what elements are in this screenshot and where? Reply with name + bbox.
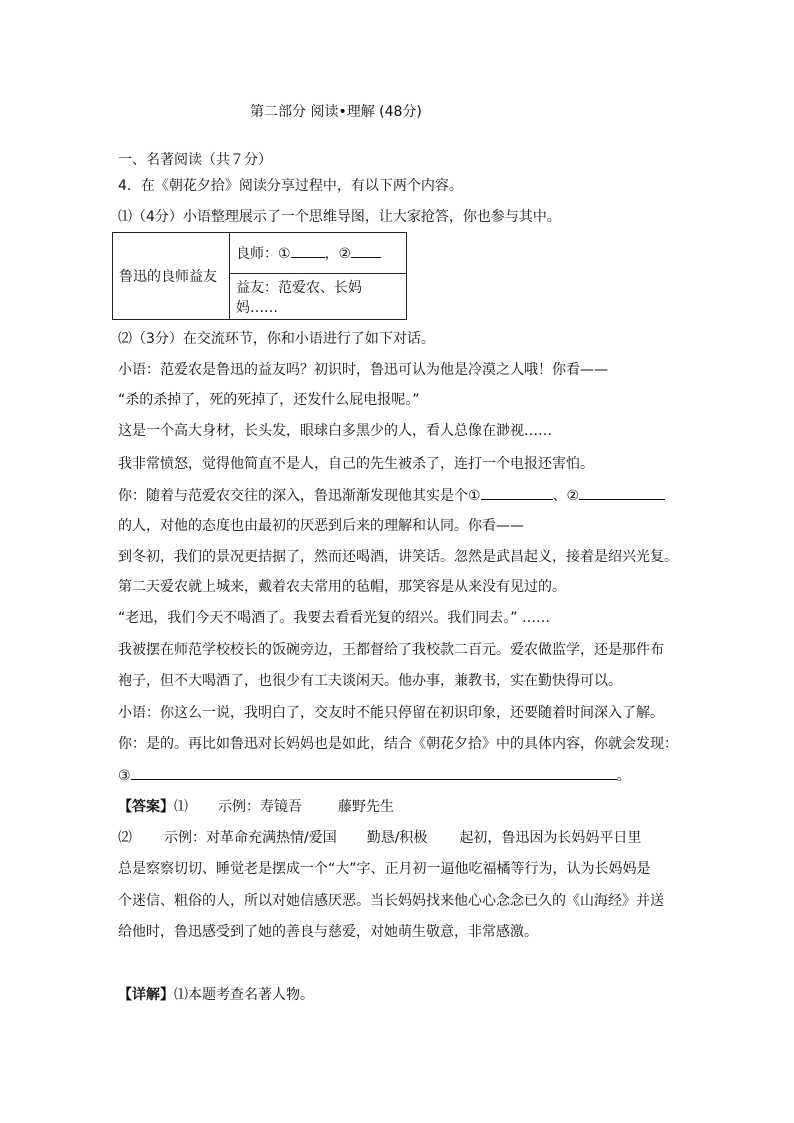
section-heading: 一、名著阅读（共７分） <box>118 152 272 168</box>
dialogue-text: 、② <box>552 488 580 504</box>
teacher-prefix: 良师：① <box>236 246 291 263</box>
answer-blank-1 <box>481 485 553 500</box>
mind-map-center: 鲁迅的良师益友 <box>113 233 230 320</box>
answer-text: 示例：寿镜吾 <box>218 799 302 815</box>
detail-line <box>118 985 314 1005</box>
teacher-blank-1 <box>291 243 325 258</box>
dialogue-line: 这是一个高大身材，长头发，眼球白多黑少的人，看人总像在渺视…… <box>118 423 552 439</box>
answer-text: 藤野先生 <box>338 799 394 815</box>
answer-blank-2 <box>579 485 665 500</box>
dialogue-line: 我非常愤怒，觉得他简直不是人，自己的先生被杀了，连打一个电报还害怕。 <box>118 456 594 472</box>
detail-text: ⑴本题考查名著人物。 <box>174 987 314 1003</box>
dialogue-line: 你：是的。再比如鲁迅对长妈妈也是如此，结合《朝花夕拾》中的具体内容，你就会发现： <box>118 736 678 752</box>
dialogue-line: 到冬初，我们的景况更拮据了，然而还喝酒，讲笑话。忽然是武昌起义，接着是绍兴光复。 <box>118 549 678 565</box>
dialogue-line: 袍子，但不大喝酒了，也很少有工夫谈闲天。他办事，兼教书，实在勤快得可以。 <box>118 673 622 689</box>
dialogue-text: 你：随着与范爱农交往的深入，鲁迅渐渐发现他其实是个① <box>118 488 481 504</box>
answer-line: 个迷信、粗俗的人，所以对她信感厌恶。当长妈妈找来他心心念念已久的《山海经》并送 <box>118 893 664 909</box>
answer-blank-3 <box>131 765 617 780</box>
detail-label: 【详解】 <box>118 987 174 1003</box>
teacher-blank-2 <box>351 243 381 258</box>
subquestion-2: ⑵（3分）在交流环节，你和小语进行了如下对话。 <box>118 331 435 347</box>
answer-label: 【答案】 <box>118 799 174 815</box>
answer-line: 总是察察切切、睡觉老是摆成一个“大”字、正月初一逼他吃福橘等行为，认为长妈妈是 <box>118 861 651 877</box>
dialogue-line: “杀的杀掉了，死的死掉了，还发什么屁电报呢。” <box>118 392 420 408</box>
answer-line: 给他时，鲁迅感受到了她的善良与慈爱，对她萌生敬意，非常感激。 <box>118 924 538 940</box>
dialogue-line: 第二天爱农就上城来，戴着农夫常用的毡帽，那笑容是从来没有见过的。 <box>118 579 566 595</box>
answer-num: ⑵ <box>118 830 132 846</box>
dialogue-text: ③ <box>118 768 131 784</box>
dialogue-line: 我被摆在师范学校校长的饭碗旁边，王都督给了我校款二百元。爱农做监学，还是那件布 <box>118 642 664 658</box>
answer-text: 起初，鲁迅因为长妈妈平日里 <box>459 830 642 846</box>
page-title: 第二部分 阅读•理解 (48分) <box>250 104 422 120</box>
teacher-sep: ，② <box>324 246 352 263</box>
dialogue-text: 。 <box>616 768 631 784</box>
dialogue-line: 的人，对他的态度也由最初的厌恶到后来的理解和认同。你看—— <box>118 518 524 534</box>
mind-map-table <box>112 232 407 320</box>
dialogue-line <box>118 765 631 786</box>
mind-map-friend: 益友：范爱农、长妈妈…… <box>230 274 407 320</box>
dialogue-line <box>118 485 665 506</box>
answer-text: 勤恳/积极 <box>366 830 428 846</box>
mind-map-teacher <box>230 233 407 274</box>
question-4-stem: 4．在《朝花夕拾》阅读分享过程中，有以下两个内容。 <box>118 178 463 194</box>
dialogue-line: 小语：范爱农是鲁迅的益友吗？初识时，鲁迅可认为他是冷漠之人哦！你看—— <box>118 362 608 378</box>
dialogue-line: 小语：你这么一说，我明白了，交友时不能只停留在初识印象，还要随着时间深入了解。 <box>118 705 664 721</box>
subquestion-1: ⑴（4分）小语整理展示了一个思维导图，让大家抢答，你也参与其中。 <box>118 209 561 225</box>
answer-line <box>118 797 394 817</box>
answer-text: 示例：对革命充满热情/爱国 <box>164 830 337 846</box>
answer-num: ⑴ <box>174 799 188 815</box>
dialogue-line: “老迅，我们今天不喝酒了。我要去看看光复的绍兴。我们同去。” …… <box>118 610 550 626</box>
answer-line <box>118 828 641 848</box>
